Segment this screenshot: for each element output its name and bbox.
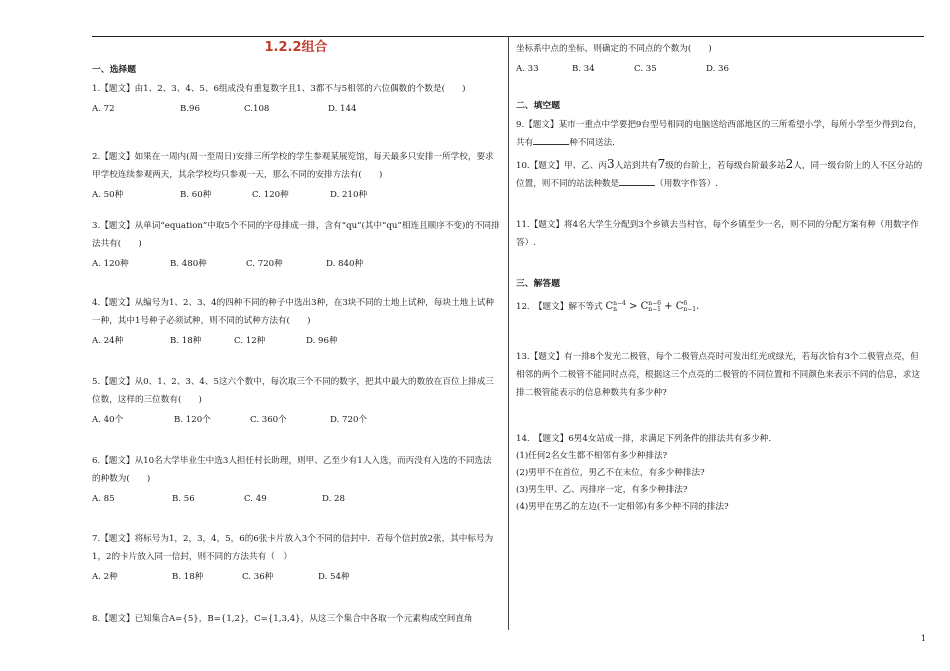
option-b: B. 56 bbox=[172, 494, 195, 504]
q10-n2: 2 bbox=[785, 157, 794, 171]
q14-item-3: (3)男生甲、乙、丙排序一定，有多少种排法? bbox=[516, 485, 688, 495]
option-d: D. 36 bbox=[706, 64, 729, 74]
option-c: C. 36种 bbox=[242, 572, 274, 582]
question-text: 14. 【题文】6男4女站成一排，求满足下列条件的排法共有多少种. bbox=[516, 434, 772, 444]
question-text: 6.【题文】从10名大学毕业生中选3人担任村长助理，则甲、乙至少有1人入选，而丙没有入选的不同选法的种数为( ) bbox=[92, 456, 492, 484]
q10-mid2: 级的台阶上，若每级台阶最多站 bbox=[665, 161, 786, 171]
page-number: 1 bbox=[920, 634, 926, 643]
answer-blank bbox=[533, 135, 569, 145]
option-c: C. 35 bbox=[634, 64, 657, 74]
question-8 bbox=[92, 610, 500, 628]
q14-item-4: (4)男甲在男乙的左边(不一定相邻)有多少种不同的排法? bbox=[516, 502, 729, 512]
question-3 bbox=[92, 217, 500, 271]
section-title: 三、解答题 bbox=[516, 279, 560, 289]
q12-pre: 12. 【题文】解不等式 bbox=[516, 302, 603, 312]
option-a: A. 72 bbox=[92, 104, 115, 114]
formula-c2: C bbox=[640, 301, 649, 312]
formula-sup3: 6 bbox=[683, 299, 688, 307]
question-5 bbox=[92, 373, 500, 427]
options-row bbox=[92, 413, 500, 427]
formula-sub3: n−1 bbox=[683, 305, 697, 313]
q10-n3: 3 bbox=[607, 157, 615, 171]
q14-item-2: (2)男甲不在首位，男乙不在末位，有多少种排法? bbox=[516, 468, 705, 478]
question-1 bbox=[92, 80, 500, 116]
question-11 bbox=[516, 216, 924, 252]
question-8-continued bbox=[516, 40, 924, 76]
q9-post: 种不同送法. bbox=[569, 138, 615, 148]
option-c: C.108 bbox=[244, 104, 270, 114]
option-a: A. 50种 bbox=[92, 190, 124, 200]
q10-post: （用数字作答）. bbox=[655, 179, 719, 189]
question-text: 1.【题文】由1、2、3、4、5、6组成没有重复数字且1、3都不与5相邻的六位偶数的个数是( ) bbox=[92, 84, 466, 94]
formula-sub1: n bbox=[613, 305, 617, 313]
question-text bbox=[516, 298, 924, 316]
question-13 bbox=[516, 348, 924, 402]
column-divider bbox=[508, 36, 509, 630]
section-heading-answer bbox=[516, 278, 924, 296]
option-d: D. 720个 bbox=[330, 415, 368, 425]
option-b: B. 18种 bbox=[170, 336, 202, 346]
question-text: 5.【题文】从0、1、2、3、4、5这六个数中，每次取三个不同的数字，把其中最大的数放在百位上排成三位数，这样的三位数有( ) bbox=[92, 377, 494, 405]
option-d: D. 210种 bbox=[330, 190, 368, 200]
q10-mid1: 人站到共有 bbox=[614, 161, 658, 171]
formula-c1: C bbox=[605, 301, 614, 312]
question-text bbox=[516, 116, 924, 152]
question-text: 4.【题文】从编号为1、2、3、4的四种不同的种子中选出3种，在3块不同的土地上试种，每块土地上试种一种，其中1号种子必须试种，则不同的试种方法有( ) bbox=[92, 298, 494, 326]
question-text: 13.【题文】有一排8个发光二极管，每个二极管点亮时可发出红光或绿光，若每次恰有3个二极管点亮，但相邻的两个二极管不能同时点亮，根据这三个点亮的二极管的不同位置和不同颜色来表示不同的信息，求这排二极管能表示的信息种数共有多少种? bbox=[516, 352, 920, 398]
formula-sup1: n−4 bbox=[613, 299, 626, 307]
q10-n7: 7 bbox=[657, 157, 666, 171]
option-c: C. 120种 bbox=[252, 190, 289, 200]
options-row bbox=[92, 492, 500, 506]
section-title: 二、填空题 bbox=[516, 101, 560, 111]
question-text bbox=[516, 155, 924, 193]
option-c: C. 12种 bbox=[234, 336, 266, 346]
options-row bbox=[92, 334, 500, 348]
option-b: B. 120个 bbox=[174, 415, 211, 425]
question-14 bbox=[516, 430, 924, 516]
q9-pre: 9.【题文】某市一重点中学要把9台型号相同的电脑送给西部地区的三所希望小学，每所小学至少得到2台，共有 bbox=[516, 120, 922, 148]
option-b: B. 60种 bbox=[180, 190, 212, 200]
answer-blank bbox=[619, 176, 655, 186]
option-a: A. 120种 bbox=[92, 259, 129, 269]
option-d: D. 840种 bbox=[326, 259, 364, 269]
question-text: 11.【题文】将4名大学生分配到3个乡镇去当村官，每个乡镇至少一名，则不同的分配方案有种（用数字作答）. bbox=[516, 220, 919, 248]
option-c: C. 360个 bbox=[250, 415, 287, 425]
options-row bbox=[92, 570, 500, 584]
question-text: 3.【题文】从单词“equation”中取5个不同的字母排成一排，含有“qu”(其中“qu”相连且顺序不变)的不同排法共有( ) bbox=[92, 221, 500, 249]
option-d: D. 28 bbox=[322, 494, 345, 504]
q10-pre: 10.【题文】甲、乙、丙 bbox=[516, 161, 608, 171]
question-10 bbox=[516, 155, 924, 193]
options-row bbox=[92, 188, 500, 202]
question-text: 坐标系中点的坐标，则确定的不同点的个数为( ) bbox=[516, 44, 712, 54]
option-b: B.96 bbox=[180, 104, 200, 114]
options-row bbox=[92, 257, 500, 271]
question-4 bbox=[92, 294, 500, 348]
formula-c3: C bbox=[675, 301, 684, 312]
option-c: C. 720种 bbox=[246, 259, 283, 269]
option-a: A. 33 bbox=[516, 64, 539, 74]
option-d: D. 54种 bbox=[318, 572, 350, 582]
option-a: A. 40个 bbox=[92, 415, 124, 425]
question-6 bbox=[92, 452, 500, 506]
page-title: 1.2.2组合 bbox=[264, 40, 328, 55]
formula-plus: + bbox=[660, 301, 676, 312]
option-a: A. 24种 bbox=[92, 336, 124, 346]
question-7 bbox=[92, 530, 500, 584]
options-row bbox=[516, 62, 924, 76]
option-b: B. 480种 bbox=[170, 259, 207, 269]
left-column bbox=[92, 40, 500, 624]
option-b: B. 34 bbox=[572, 64, 595, 74]
question-2 bbox=[92, 148, 500, 202]
formula-sub2: n−1 bbox=[648, 305, 661, 313]
question-9 bbox=[516, 116, 924, 152]
option-a: A. 2种 bbox=[92, 572, 118, 582]
formula-sup2: n−6 bbox=[648, 299, 661, 307]
option-d: D. 144 bbox=[328, 104, 357, 114]
option-a: A. 85 bbox=[92, 494, 115, 504]
option-b: B. 18种 bbox=[172, 572, 204, 582]
inequality-formula bbox=[605, 301, 699, 312]
question-12 bbox=[516, 298, 924, 316]
q14-item-1: (1)任何2名女生都不相邻有多少种排法? bbox=[516, 451, 668, 461]
option-d: D. 96种 bbox=[306, 336, 338, 346]
question-text: 7.【题文】将标号为1，2，3，4，5，6的6张卡片放入3个不同的信封中．若每个信封放2张，其中标号为1，2的卡片放入同一信封，则不同的方法共有（ ） bbox=[92, 534, 494, 562]
question-text: 2.【题文】如果在一周内(周一至周日)安排三所学校的学生参观某展览馆，每天最多只安排一所学校，要求甲学校连续参观两天，其余学校均只参观一天，那么不同的安排方法有( ) bbox=[92, 152, 494, 180]
q10-mid3: 人，同一级台阶上的人不区分站的位置，则不同的站法种数是 bbox=[516, 161, 923, 189]
question-text: 8.【题文】已知集合A={5}，B={1,2}，C={1,3,4}，从这三个集合中各取一个元素构成空间直角 bbox=[92, 614, 473, 624]
option-c: C. 49 bbox=[244, 494, 267, 504]
formula-gt: > bbox=[625, 301, 641, 312]
section-heading-choice: 一、选择题 bbox=[92, 65, 136, 75]
options-row bbox=[92, 102, 500, 116]
formula-end: . bbox=[696, 301, 700, 312]
